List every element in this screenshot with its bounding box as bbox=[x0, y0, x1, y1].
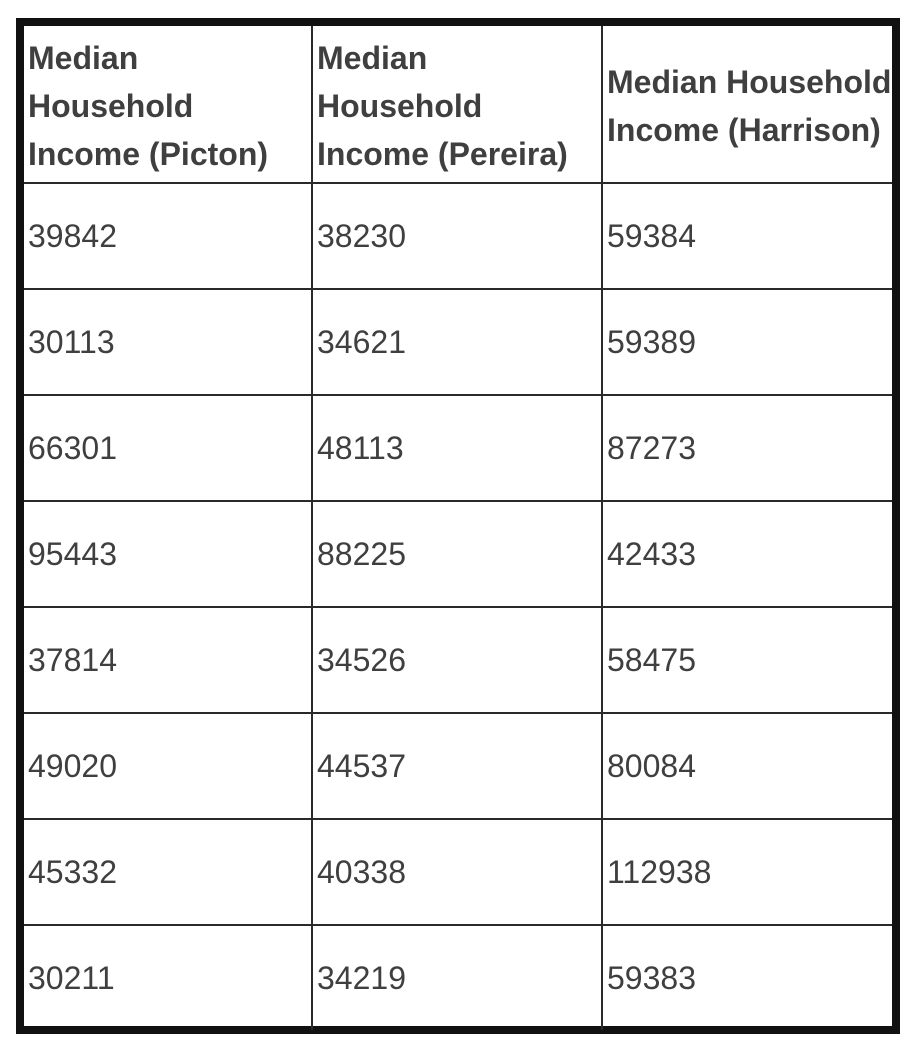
table-row bbox=[24, 819, 892, 925]
header-row bbox=[24, 26, 892, 183]
cell-harrison: 87273 bbox=[602, 395, 892, 501]
table-row bbox=[24, 607, 892, 713]
cell-picton: 30211 bbox=[24, 925, 312, 1030]
income-table bbox=[24, 26, 892, 1030]
cell-pereira: 34526 bbox=[312, 607, 602, 713]
cell-pereira: 40338 bbox=[312, 819, 602, 925]
cell-pereira: 44537 bbox=[312, 713, 602, 819]
cell-pereira: 38230 bbox=[312, 183, 602, 289]
cell-picton: 45332 bbox=[24, 819, 312, 925]
cell-pereira: 88225 bbox=[312, 501, 602, 607]
cell-harrison: 59383 bbox=[602, 925, 892, 1030]
table-row bbox=[24, 925, 892, 1030]
cell-pereira: 34219 bbox=[312, 925, 602, 1030]
table-row bbox=[24, 183, 892, 289]
cell-pereira: 48113 bbox=[312, 395, 602, 501]
table-frame bbox=[16, 18, 900, 1034]
table-row bbox=[24, 395, 892, 501]
cell-picton: 30113 bbox=[24, 289, 312, 395]
table-row bbox=[24, 289, 892, 395]
cell-harrison: 59389 bbox=[602, 289, 892, 395]
cell-harrison: 42433 bbox=[602, 501, 892, 607]
cell-picton: 66301 bbox=[24, 395, 312, 501]
header-pereira: Median Household Income (Pereira) bbox=[312, 26, 602, 183]
table-row bbox=[24, 501, 892, 607]
cell-picton: 37814 bbox=[24, 607, 312, 713]
cell-picton: 49020 bbox=[24, 713, 312, 819]
cell-harrison: 80084 bbox=[602, 713, 892, 819]
header-picton: Median Household Income (Picton) bbox=[24, 26, 312, 183]
cell-pereira: 34621 bbox=[312, 289, 602, 395]
cell-picton: 95443 bbox=[24, 501, 312, 607]
table-row bbox=[24, 713, 892, 819]
cell-harrison: 59384 bbox=[602, 183, 892, 289]
cell-picton: 39842 bbox=[24, 183, 312, 289]
cell-harrison: 112938 bbox=[602, 819, 892, 925]
header-harrison: Median Household Income (Harrison) bbox=[602, 26, 892, 183]
cell-harrison: 58475 bbox=[602, 607, 892, 713]
